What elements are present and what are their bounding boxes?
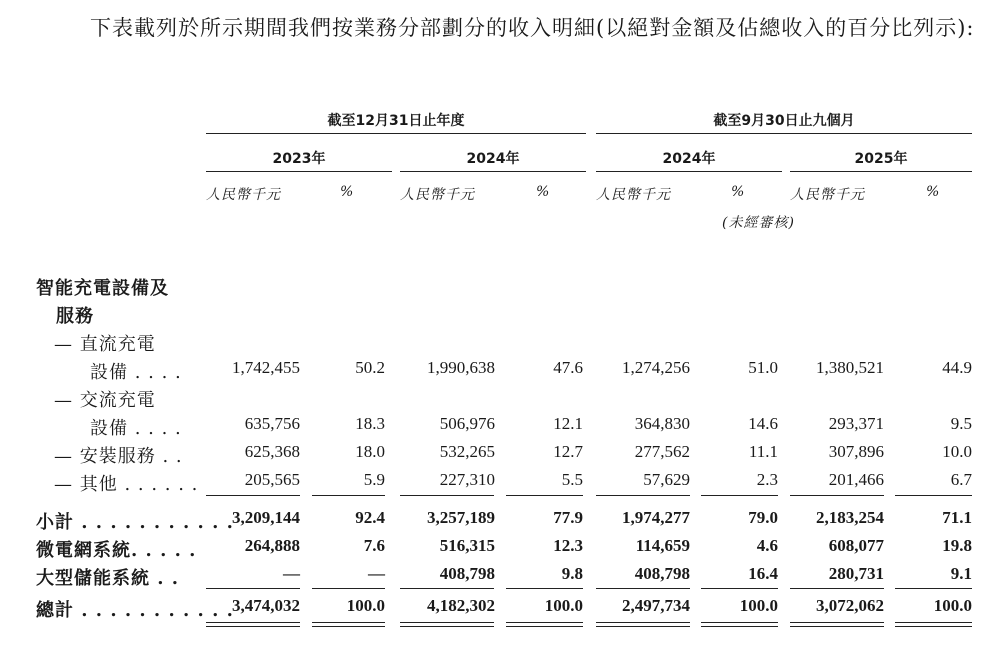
rule-dbl-5a <box>596 622 690 623</box>
cell-r0-c2: 1,990,638 <box>427 358 495 377</box>
cell-r4-c0: 3,209,144 <box>232 508 300 527</box>
rule-dbl-2a <box>312 622 385 623</box>
rule-dbl-7a <box>790 622 884 623</box>
rule-sub-8 <box>895 495 972 496</box>
cell-r5-c6: 608,077 <box>828 536 884 555</box>
cell-r6-c3: 9.8 <box>561 564 583 583</box>
cell-r7-c1: 100.0 <box>346 596 385 615</box>
cell-r4-c5: 79.0 <box>748 508 778 527</box>
row-subtotal-label: 小計 . . . . . . . . . . . <box>36 512 234 533</box>
rule-sub-1 <box>206 495 300 496</box>
row-storage-label: 大型儲能系統 . . <box>36 568 180 589</box>
pct-label-4: % <box>926 184 941 200</box>
rule-tot-4 <box>506 588 583 589</box>
rule-sub-6 <box>701 495 778 496</box>
cell-r0-c4: 1,274,256 <box>622 358 690 377</box>
cell-r6-c4: 408,798 <box>634 564 690 583</box>
intro-paragraph: 下表載列於所示期間我們按業務分部劃分的收入明細(以絕對金額及佔總收入的百分比列示): <box>90 16 975 40</box>
cell-r2-c6: 307,896 <box>828 442 884 461</box>
cell-r0-c0: 1,742,455 <box>232 358 300 377</box>
cell-r4-c6: 2,183,254 <box>816 508 884 527</box>
cell-r4-c7: 71.1 <box>942 508 972 527</box>
cell-r4-c1: 92.4 <box>355 508 385 527</box>
rule-tot-8 <box>895 588 972 589</box>
cell-r3-c0: 205,565 <box>244 470 300 489</box>
rule-tot-2 <box>312 588 385 589</box>
period-header-9m: 截至9月30日止九個月 <box>713 113 855 129</box>
cell-r2-c2: 532,265 <box>439 442 495 461</box>
rule-dbl-8a <box>895 622 972 623</box>
cell-r0-c3: 47.6 <box>553 358 583 377</box>
year-header-2023: 2023年 <box>272 151 326 167</box>
rule-tot-7 <box>790 588 884 589</box>
rule-dbl-1b <box>206 626 300 627</box>
cell-r5-c4: 114,659 <box>635 536 690 555</box>
cell-r0-c6: 1,380,521 <box>816 358 884 377</box>
row-dc-label-line1: — 直流充電 <box>54 334 156 355</box>
unaudited-note: (未經審核) <box>722 215 795 231</box>
row-microgrid-label: 微電網系統. . . . . <box>36 540 197 561</box>
cell-r7-c7: 100.0 <box>933 596 972 615</box>
cell-r5-c5: 4.6 <box>756 536 778 555</box>
year-header-2024-fy: 2024年 <box>466 151 520 167</box>
cell-r1-c2: 506,976 <box>439 414 495 433</box>
cell-r1-c3: 12.1 <box>553 414 583 433</box>
rule-sub-3 <box>400 495 494 496</box>
year-header-2024-9m: 2024年 <box>662 151 716 167</box>
cell-r1-c4: 364,830 <box>634 414 690 433</box>
cell-r0-c7: 44.9 <box>942 358 972 377</box>
row-total-label: 總計 . . . . . . . . . . . <box>36 600 234 621</box>
cell-r5-c3: 12.3 <box>553 536 583 555</box>
cell-r6-c0: — <box>283 564 300 583</box>
cell-r2-c5: 11.1 <box>748 442 778 461</box>
cell-r7-c4: 2,497,734 <box>622 596 690 615</box>
rule-dbl-4b <box>506 626 583 627</box>
cell-r1-c7: 9.5 <box>950 414 972 433</box>
cell-r4-c4: 1,974,277 <box>622 508 690 527</box>
cell-r7-c3: 100.0 <box>544 596 583 615</box>
rule-tot-5 <box>596 588 690 589</box>
unit-label-3: 人民幣千元 <box>596 187 671 203</box>
year-rule-3 <box>596 171 782 172</box>
cell-r3-c6: 201,466 <box>828 470 884 489</box>
rule-dbl-3a <box>400 622 494 623</box>
rule-dbl-1a <box>206 622 300 623</box>
period-rule-9m <box>596 133 972 134</box>
row-install-label: — 安裝服務 . . <box>54 446 183 467</box>
cell-r6-c2: 408,798 <box>439 564 495 583</box>
rule-sub-4 <box>506 495 583 496</box>
rule-dbl-6b <box>701 626 778 627</box>
cell-r0-c5: 51.0 <box>748 358 778 377</box>
period-header-fy: 截至12月31日止年度 <box>327 113 465 129</box>
cell-r4-c3: 77.9 <box>553 508 583 527</box>
rule-tot-6 <box>701 588 778 589</box>
cell-r2-c7: 10.0 <box>942 442 972 461</box>
cell-r2-c3: 12.7 <box>553 442 583 461</box>
row-other-label: — 其他 . . . . . . <box>54 474 199 495</box>
cell-r3-c1: 5.9 <box>363 470 385 489</box>
section-title-line2: 服務 <box>56 306 94 327</box>
cell-r7-c5: 100.0 <box>739 596 778 615</box>
cell-r6-c7: 9.1 <box>950 564 972 583</box>
rule-dbl-6a <box>701 622 778 623</box>
cell-r7-c6: 3,072,062 <box>816 596 884 615</box>
rule-tot-3 <box>400 588 494 589</box>
cell-r5-c2: 516,315 <box>439 536 495 555</box>
cell-r3-c7: 6.7 <box>950 470 972 489</box>
row-ac-label-line2: 設備 . . . . <box>90 418 182 439</box>
cell-r1-c1: 18.3 <box>355 414 385 433</box>
rule-dbl-2b <box>312 626 385 627</box>
cell-r3-c2: 227,310 <box>439 470 495 489</box>
section-title-line1: 智能充電設備及 <box>36 278 169 299</box>
cell-r2-c1: 18.0 <box>355 442 385 461</box>
cell-r1-c0: 635,756 <box>244 414 300 433</box>
cell-r6-c1: — <box>368 564 385 583</box>
rule-sub-5 <box>596 495 690 496</box>
cell-r3-c4: 57,629 <box>643 470 690 489</box>
period-rule-fy <box>206 133 586 134</box>
cell-r5-c7: 19.8 <box>942 536 972 555</box>
cell-r1-c6: 293,371 <box>828 414 884 433</box>
year-rule-2 <box>400 171 586 172</box>
year-header-2025: 2025年 <box>854 151 908 167</box>
rule-tot-1 <box>206 588 300 589</box>
cell-r7-c0: 3,474,032 <box>232 596 300 615</box>
cell-r6-c5: 16.4 <box>748 564 778 583</box>
rule-dbl-4a <box>506 622 583 623</box>
rule-sub-2 <box>312 495 385 496</box>
rule-dbl-7b <box>790 626 884 627</box>
pct-label-3: % <box>731 184 746 200</box>
unit-label-2: 人民幣千元 <box>400 187 475 203</box>
cell-r3-c3: 5.5 <box>561 470 583 489</box>
cell-r6-c6: 280,731 <box>828 564 884 583</box>
year-rule-1 <box>206 171 392 172</box>
cell-r2-c4: 277,562 <box>634 442 690 461</box>
cell-r1-c5: 14.6 <box>748 414 778 433</box>
row-ac-label-line1: — 交流充電 <box>54 390 156 411</box>
row-dc-label-line2: 設備 . . . . <box>90 362 182 383</box>
cell-r4-c2: 3,257,189 <box>427 508 495 527</box>
cell-r5-c0: 264,888 <box>244 536 300 555</box>
rule-dbl-3b <box>400 626 494 627</box>
cell-r2-c0: 625,368 <box>244 442 300 461</box>
pct-label-2: % <box>536 184 551 200</box>
cell-r7-c2: 4,182,302 <box>427 596 495 615</box>
unit-label-1: 人民幣千元 <box>206 187 281 203</box>
unit-label-4: 人民幣千元 <box>790 187 865 203</box>
cell-r5-c1: 7.6 <box>363 536 385 555</box>
rule-dbl-8b <box>895 626 972 627</box>
rule-sub-7 <box>790 495 884 496</box>
cell-r3-c5: 2.3 <box>756 470 778 489</box>
rule-dbl-5b <box>596 626 690 627</box>
year-rule-4 <box>790 171 972 172</box>
pct-label-1: % <box>340 184 355 200</box>
cell-r0-c1: 50.2 <box>355 358 385 377</box>
